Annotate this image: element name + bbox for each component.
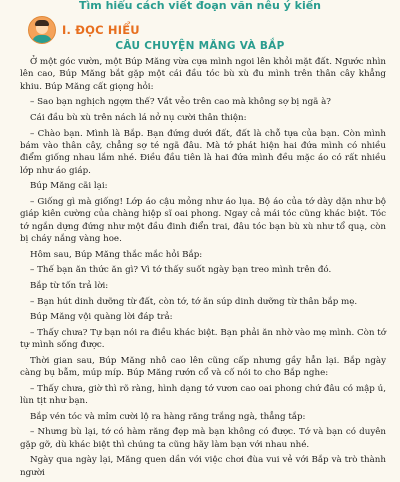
story-paragraph: Cái đầu bù xù trên nách lá nở nụ cười thân thiện: [30,113,247,123]
story-paragraph: Bắp từ tốn trả lời: [30,281,109,291]
story-paragraph: – Sao bạn nghịch ngợm thế? Vắt vẻo trên cao mà không sợ bị ngã à? [30,97,331,108]
story-paragraph: – Chào bạn. Mình là Bắp. Bạn đứng dưới đất, đất là chỗ tựa của bạn. Còn mình bám vào thân cây, chẳng sợ té ngã đâu. Mà tớ phát hiện hai đứa mình có nhiều điểm giống nhau lắm nhé. Điều đầu tiên là hai đứa mình đều mặc áo có rất nhiều lớp như áo giáp. [20,128,386,176]
story-paragraph: Ngày qua ngày lại, Măng quen dần với việc chơi đùa vui vẻ với Bắp và trò thành người [20,455,386,478]
story-paragraph: Thời gian sau, Búp Măng nhô cao lên cũng cấp nhưng gầy hẳn lại. Bắp ngày càng bụ bẫm, múp míp. Búp Măng rướn cổ và cố nói to cho Bắp nghe: [20,355,386,379]
story-title: CÂU CHUYỆN MĂNG VÀ BẮP [115,40,285,52]
story-paragraph: Búp Măng cãi lại: [30,181,108,192]
story-paragraph: – Thấy chưa, giờ thì rõ ràng, hình dạng tớ vươn cao oai phong chứ đâu có mập ú, lùn tịt như bạn. [20,383,386,407]
story-paragraph: Hôm sau, Búp Măng thắc mắc hỏi Bắp: [30,249,203,260]
story-paragraph: – Nhưng bù lại, tớ có hàm răng đẹp mà bạn không có được. Tớ và bạn có duyên gặp gỡ, dù khác biệt thì chúng ta cũng hãy làm bạn với nhau nhé. [20,427,386,450]
story-body [20,56,386,482]
story-paragraph: – Thấy chưa? Tự bạn nói ra điều khác biệt. Bạn phải ăn nhờ vào mẹ mình. Còn tớ tự mình sống được. [20,327,386,351]
story-paragraph: – Bạn hút dinh dưỡng từ đất, còn tớ, tớ ăn súp dinh dưỡng từ thân bắp mẹ. [30,296,358,307]
story-paragraph: – Thế bạn ăn thức ăn gì? Vì tớ thấy suốt ngày bạn treo mình trên đó. [30,265,332,276]
story-paragraph: Búp Măng vội quàng lời đáp trả: [30,312,173,323]
story-paragraph: Bắp vén tóc và mỉm cười lộ ra hàng răng trắng ngà, thẳng tắp: [30,411,306,422]
story-paragraph: – Giống gì mà giống! Lớp áo cậu mỏng như áo lụa. Bộ áo của tớ dày dặn như bộ giáp kiên cường của chàng hiệp sĩ oai phong. Ngay cả mái tóc cũng khác biệt. Tóc tớ ngắn dựng đứng như một đầu đinh điển trai, đâu tóc bạn bù xù như tổ quạ, còn bị cháy nắng vàng hoe. [20,197,386,245]
section-title: I. ĐỌC HIỂU [62,23,140,37]
page-header-title: Tìm hiểu cách viết đoạn văn nêu ý kiến [79,0,321,12]
story-paragraph: Ở một góc vườn, một Búp Măng vừa cựa mình ngoi lên khỏi mặt đất. Ngước nhìn lên cao, Búp Măng bắt gặp một cái đầu tóc bù xù đu mình trên thân cây khẳng khiu. Búp Măng cất giọng hỏi: [20,57,386,92]
